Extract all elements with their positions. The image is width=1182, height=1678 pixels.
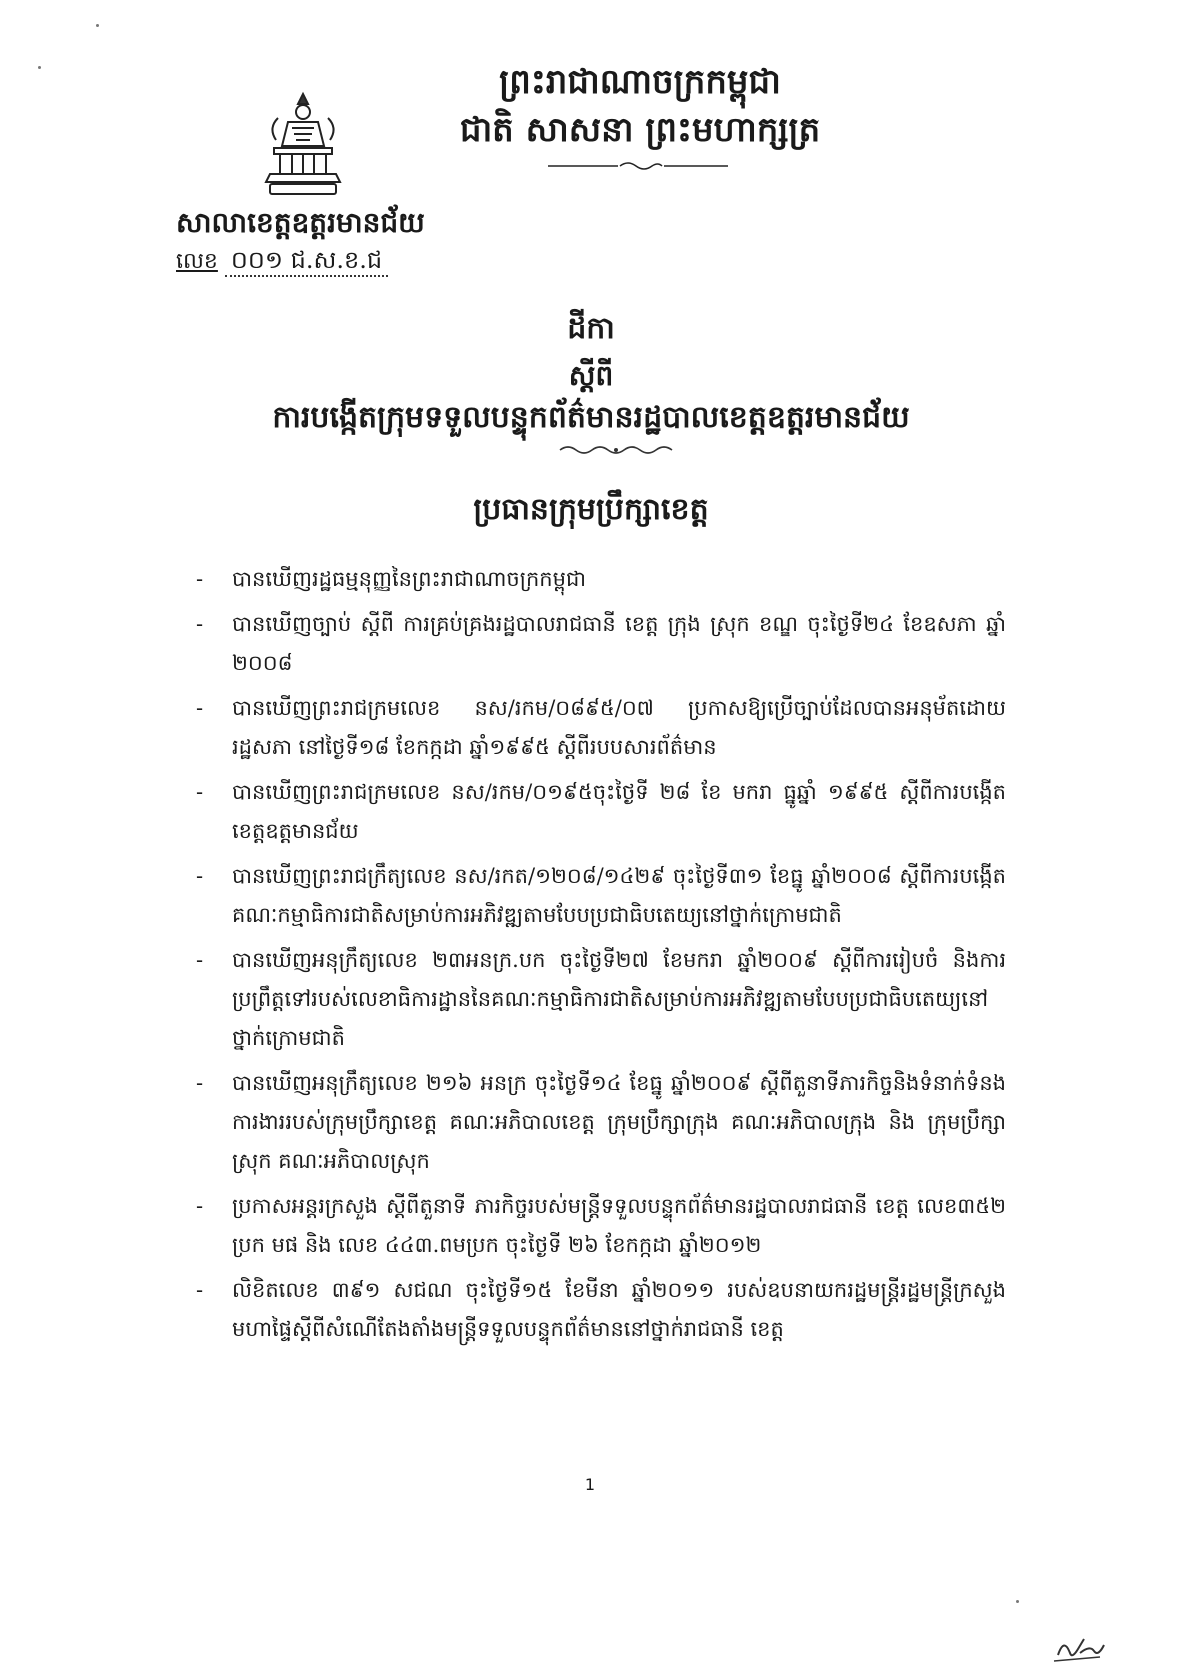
ornament-divider-icon	[548, 160, 728, 172]
clause-text: បានឃើញអនុក្រឹត្យលេខ ២១៦ អនក្រ ចុះថ្ងៃទី១៤ ខែធ្នូ ឆ្នាំ២០០៩ ស្តីពីតួនាទីភារកិច្ចនិងទំនាក់ទំនងការងាររបស់ក្រុមប្រឹក្សាខេត្ត គណៈអភិបាលខេត្ត ក្រុមប្រឹក្សាក្រុង គណៈអភិបាលក្រុង និង ក្រុមប្រឹក្សាស្រុក គណៈអភិបាលស្រុក	[232, 1071, 1006, 1173]
issuing-office: សាលាខេត្តឧត្តរមានជ័យ	[176, 206, 425, 239]
document-type-title: ដីកា	[567, 311, 615, 346]
legal-basis-list	[196, 560, 1006, 1355]
clause-text: លិខិតលេខ ៣៩១ សជណ ចុះថ្ងៃទី១៥ ខែមីនា ឆ្នាំ២០១១ របស់ឧបនាយករដ្ឋមន្ត្រីរដ្ឋមន្ត្រីក្រសួងមហាផ្ទៃស្តីពីសំណើតែងតាំងមន្ត្រីទទួលបន្ទុកព័ត៌មាននៅថ្នាក់រាជធានី ខេត្ត	[232, 1278, 1006, 1341]
flourish-divider-icon	[556, 444, 676, 456]
list-item: - បានឃើញអនុក្រឹត្យលេខ ២៣អនក្រ.បក ចុះថ្ងៃទី២៧ ខែមករា ឆ្នាំ២០០៩ ស្តីពីការរៀបចំ និងការប្រព្រឹត្តទៅរបស់លេខាធិការដ្ឋាននៃគណៈកម្មាធិការជាតិសម្រាប់ការអភិវឌ្ឍតាមបែបប្រជាធិបតេយ្យនៅថ្នាក់ក្រោមជាតិ	[196, 948, 1006, 1050]
document-number	[176, 245, 388, 277]
list-item: - បានឃើញច្បាប់ ស្តីពី ការគ្រប់គ្រងរដ្ឋបាលរាជធានី ខេត្ត ក្រុង ស្រុក ខណ្ឌ ចុះថ្ងៃទី២៤ ខែឧសភា ឆ្នាំ ២០០៨	[196, 612, 1006, 675]
clause-text: បានឃើញអនុក្រឹត្យលេខ ២៣អនក្រ.បក ចុះថ្ងៃទី២៧ ខែមករា ឆ្នាំ២០០៩ ស្តីពីការរៀបចំ និងការប្រព្រឹត្តទៅរបស់លេខាធិការដ្ឋាននៃគណៈកម្មាធិការជាតិសម្រាប់ការអភិវឌ្ឍតាមបែបប្រជាធិបតេយ្យនៅថ្នាក់ក្រោមជាតិ	[232, 948, 1006, 1050]
scan-speck	[38, 66, 41, 69]
list-item: - បានឃើញព្រះរាជក្រឹត្យលេខ នស/រកត/១២០៨/១៤២៩ ចុះថ្ងៃទី៣១ ខែធ្នូ ឆ្នាំ២០០៨ ស្តីពីការបង្កើតគណៈកម្មាធិការជាតិសម្រាប់ការអភិវឌ្ឍតាមបែបប្រជាធិបតេយ្យនៅថ្នាក់ក្រោមជាតិ	[196, 864, 1006, 927]
list-item: - បានឃើញព្រះរាជក្រមលេខ នស/រកម/០៨៩៥/០៧ ប្រកាសឱ្យប្រើច្បាប់ដែលបានអនុម័តដោយរដ្ឋសភា នៅថ្ងៃទី១៨ ខែកក្កដា ឆ្នាំ១៩៩៥ ស្តីពីរបបសារព័ត៌មាន	[196, 696, 1006, 759]
clause-text: បានឃើញព្រះរាជក្រឹត្យលេខ នស/រកត/១២០៨/១៤២៩ ចុះថ្ងៃទី៣១ ខែធ្នូ ឆ្នាំ២០០៨ ស្តីពីការបង្កើតគណៈកម្មាធិការជាតិសម្រាប់ការអភិវឌ្ឍតាមបែបប្រជាធិបតេយ្យនៅថ្នាក់ក្រោមជាតិ	[232, 864, 1006, 927]
list-item: - លិខិតលេខ ៣៩១ សជណ ចុះថ្ងៃទី១៥ ខែមីនា ឆ្នាំ២០១១ របស់ឧបនាយករដ្ឋមន្ត្រីរដ្ឋមន្ត្រីក្រសួងមហាផ្ទៃស្តីពីសំណើតែងតាំងមន្ត្រីទទួលបន្ទុកព័ត៌មាននៅថ្នាក់រាជធានី ខេត្ត	[196, 1278, 1006, 1341]
scan-speck	[96, 24, 99, 27]
title-about: ស្តីពី	[568, 359, 614, 392]
issuer-heading: ប្រធានក្រុមប្រឹក្សាខេត្ត	[473, 492, 709, 527]
title-subject: ការបង្កើតក្រុមទទួលបន្ទុកព័ត៌មានរដ្ឋបាលខេត្តឧត្តរមានជ័យ	[272, 400, 910, 435]
clause-text: បានឃើញច្បាប់ ស្តីពី ការគ្រប់គ្រងរដ្ឋបាលរាជធានី ខេត្ត ក្រុង ស្រុក ខណ្ឌ ចុះថ្ងៃទី២៤ ខែឧសភា ឆ្នាំ ២០០៨	[232, 612, 1006, 675]
clause-text: បានឃើញព្រះរាជក្រមលេខ នស/រកម/០១៩៥ចុះថ្ងៃទី ២៨ ខែ មករា ធ្នូឆ្នាំ ១៩៩៥ ស្តីពីការបង្កើតខេត្តឧត្តមានជ័យ	[232, 780, 1006, 843]
list-item: - បានឃើញអនុក្រឹត្យលេខ ២១៦ អនក្រ ចុះថ្ងៃទី១៤ ខែធ្នូ ឆ្នាំ២០០៩ ស្តីពីតួនាទីភារកិច្ចនិងទំនាក់ទំនងការងាររបស់ក្រុមប្រឹក្សាខេត្ត គណៈអភិបាលខេត្ត ក្រុមប្រឹក្សាក្រុង គណៈអភិបាលក្រុង និង ក្រុមប្រឹក្សាស្រុក គណៈអភិបាលស្រុក	[196, 1071, 1006, 1173]
clause-text: បានឃើញរដ្ឋធម្មនុញ្ញនៃព្រះរាជាណាចក្រកម្ពុជា	[232, 567, 586, 591]
provincial-emblem-icon	[248, 88, 358, 198]
scan-speck	[1016, 1600, 1019, 1603]
clause-text: ប្រកាសអន្តរក្រសួង ស្តីពីតួនាទី ភារកិច្ចរបស់មន្ត្រីទទួលបន្ទុកព័ត៌មានរដ្ឋបាលរាជធានី ខេត្ត លេខ៣៥២ ប្រក មផ និង លេខ ៤៤៣.ពមប្រក ចុះថ្ងៃទី ២៦ ខែកក្កដា ឆ្នាំ២០១២	[232, 1194, 1006, 1257]
handwritten-initials-icon	[1050, 1625, 1110, 1665]
document-number-label: លេខ	[176, 249, 218, 274]
list-item: - ប្រកាសអន្តរក្រសួង ស្តីពីតួនាទី ភារកិច្ចរបស់មន្ត្រីទទួលបន្ទុកព័ត៌មានរដ្ឋបាលរាជធានី ខេត្ត លេខ៣៥២ ប្រក មផ និង លេខ ៤៤៣.ពមប្រក ចុះថ្ងៃទី ២៦ ខែកក្កដា ឆ្នាំ២០១២	[196, 1194, 1006, 1257]
kingdom-heading: ព្រះរាជាណាចក្រកម្ពុជា	[499, 62, 781, 102]
list-item: - បានឃើញព្រះរាជក្រមលេខ នស/រកម/០១៩៥ចុះថ្ងៃទី ២៨ ខែ មករា ធ្នូឆ្នាំ ១៩៩៥ ស្តីពីការបង្កើតខេត្តឧត្តមានជ័យ	[196, 780, 1006, 843]
motto-heading: ជាតិ សាសនា ព្រះមហាក្សត្រ	[459, 110, 821, 150]
list-item: - បានឃើញរដ្ឋធម្មនុញ្ញនៃព្រះរាជាណាចក្រកម្ពុជា	[196, 567, 586, 591]
clause-text: បានឃើញព្រះរាជក្រមលេខ នស/រកម/០៨៩៥/០៧ ប្រកាសឱ្យប្រើច្បាប់ដែលបានអនុម័តដោយរដ្ឋសភា នៅថ្ងៃទី១៨ ខែកក្កដា ឆ្នាំ១៩៩៥ ស្តីពីរបបសារព័ត៌មាន	[232, 696, 1006, 759]
page-number: 1	[584, 1475, 596, 1494]
document-number-value: ០០១ ជ.ស.ខ.ជ	[225, 245, 388, 277]
